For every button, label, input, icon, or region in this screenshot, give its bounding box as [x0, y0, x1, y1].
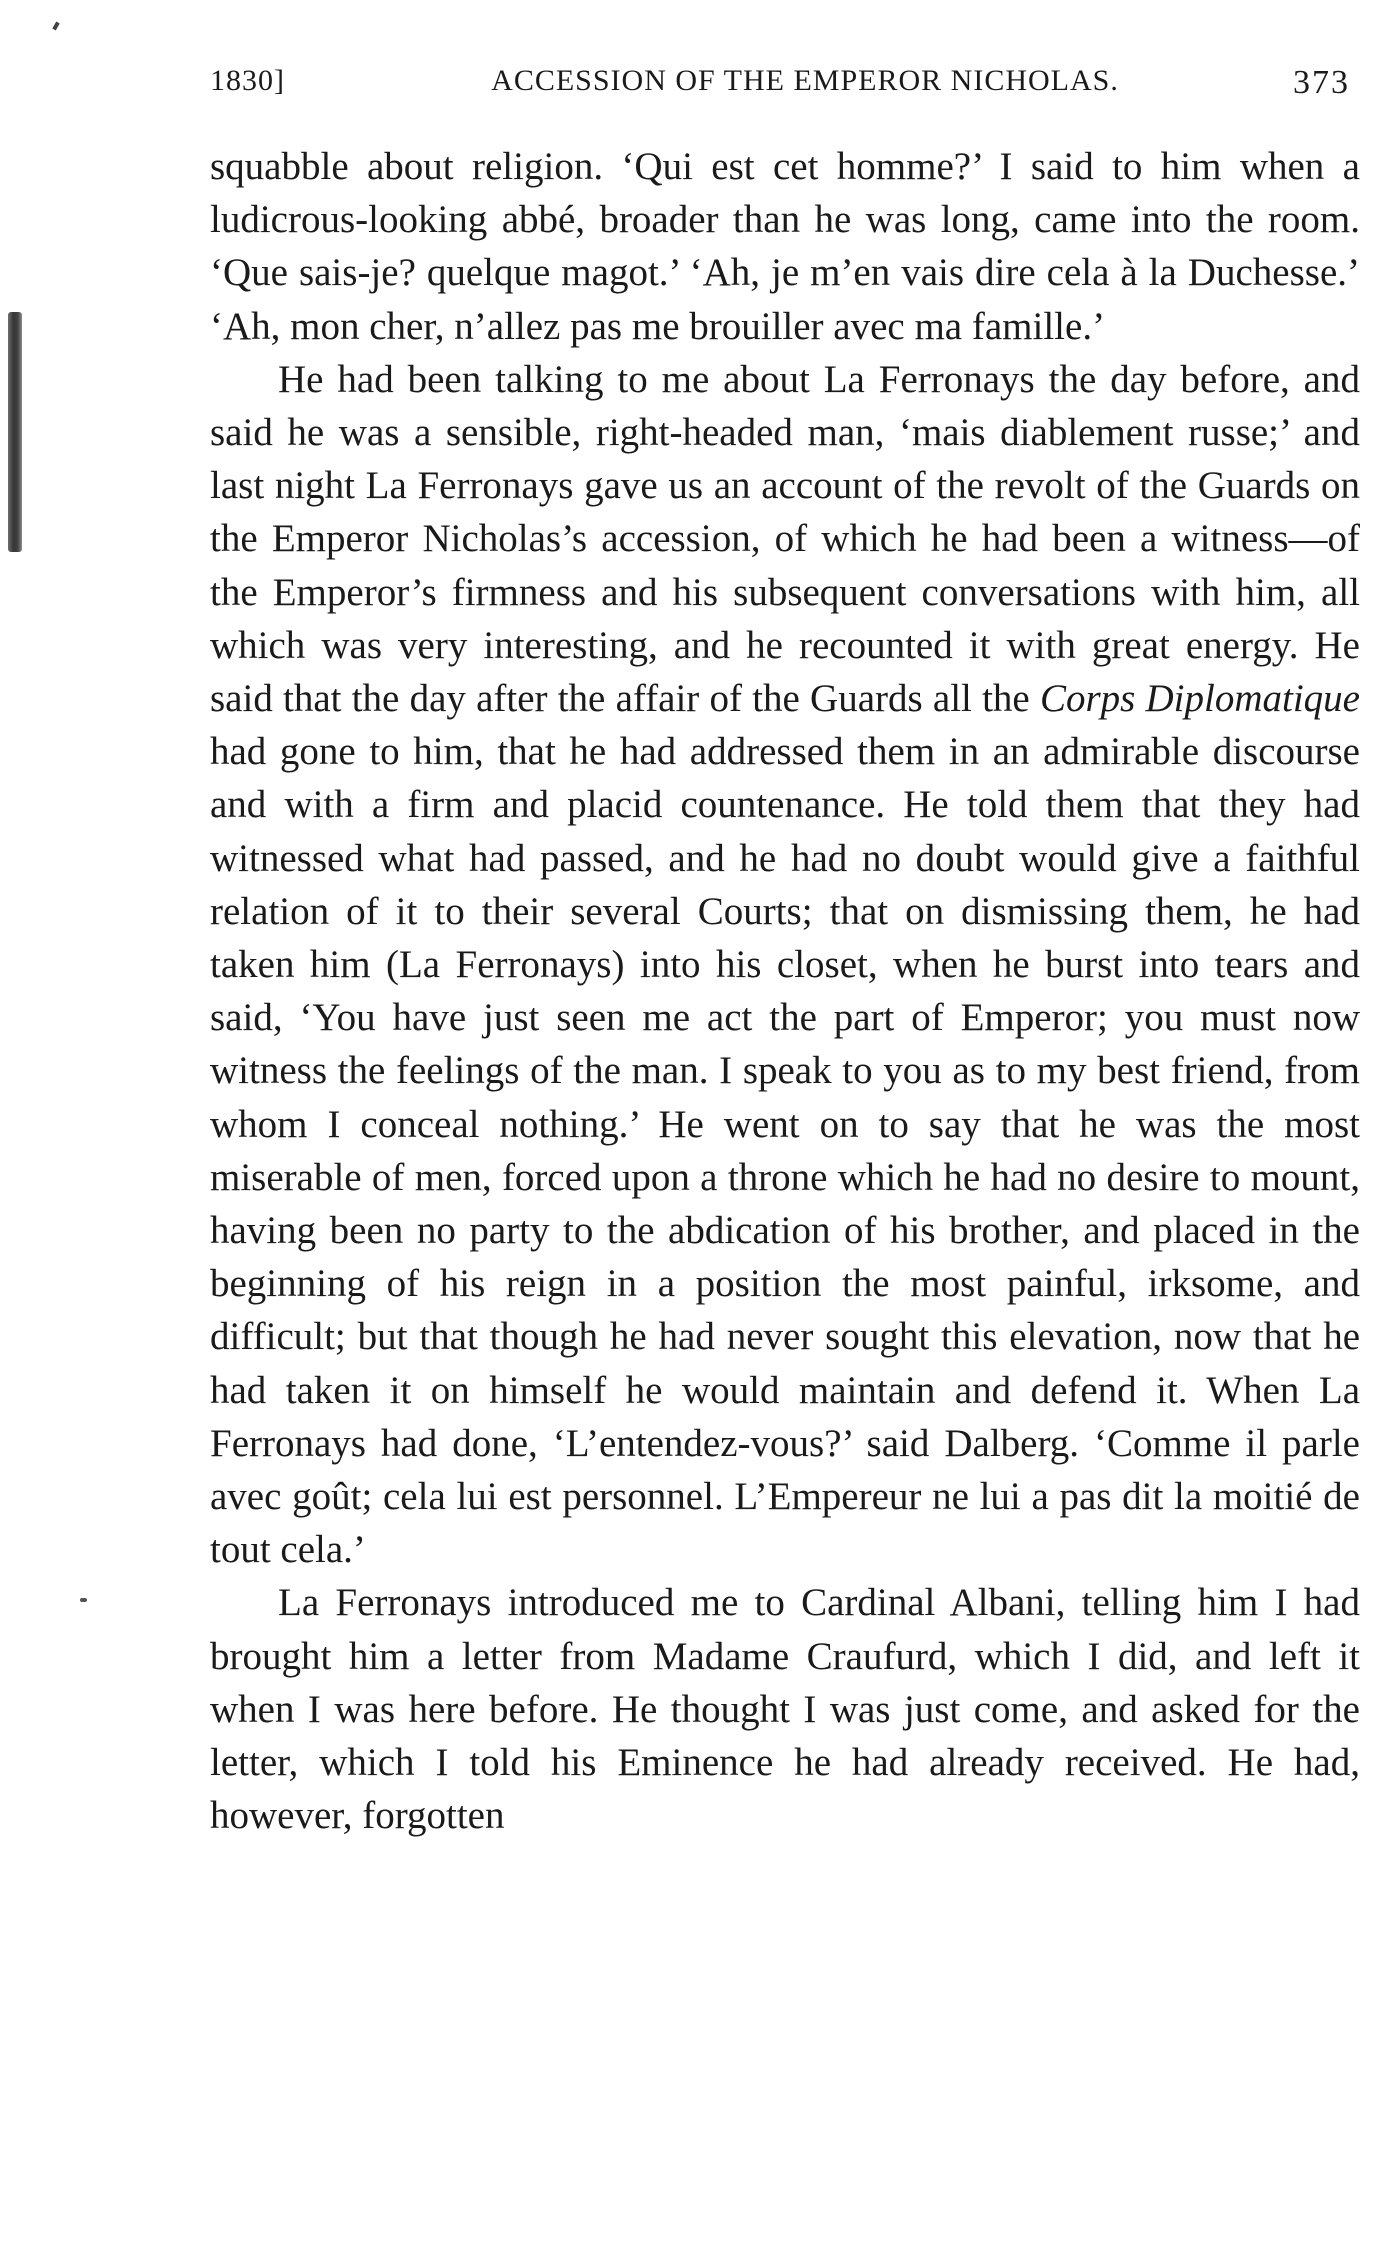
header-title: ACCESSION OF THE EMPEROR NICHOLAS. [491, 64, 1119, 97]
running-header [210, 64, 1360, 114]
body-text [210, 140, 1360, 1843]
binding-shadow-mark [8, 312, 22, 552]
paragraph-text: had gone to him, that he had addressed them in an admirable discourse and with a firm and placid countenance. He told them that they had witnessed what had passed, and he had no doubt would give a faithful relation of it to their several Courts; that on dismissing them, he had taken him (La Ferronays) into his closet, when he burst into tears and said, ‘You have just seen me act the part of Emperor; you must now witness the feelings of the man. I speak to you as to my best friend, from whom I conceal nothing.’ He went on to say that he was the most miserable of men, forced upon a throne which he had no desire to mount, having been no party to the abdication of his brother, and placed in the beginning of his reign in a position the most painful, irksome, and difficult; but that though he had never sought this elevation, now that he had taken it on himself he would maintain and defend it. When La Ferronays had done, ‘L’entendez-vous?’ said Dalberg. ‘Comme il parle avec goût; cela lui est personnel. L’Empereur ne lui a pas dit la moitié de tout cela.’ [210, 730, 1360, 1572]
page-number: 373 [1293, 64, 1350, 101]
paragraph: squabble about religion. ‘Qui est cet homme?’ I said to him when a ludicrous-looking abbé, broader than he was long, came into the room. ‘Que sais-je? quelque magot.’ ‘Ah, je m’en vais dire cela à la Duchesse.’ ‘Ah, mon cher, n’allez pas me brouiller avec ma famille.’ [210, 145, 1360, 348]
paragraph-text: He had been talking to me about La Ferronays the day before, and said he was a sensible, right-headed man, ‘mais diablement russe;’ and last night La Ferronays gave us an account of the revolt of the Guards on the Emperor Nicholas’s accession, of which he had been a witness—of the Emperor’s firmness and his subsequent conversations with him, all which was very interesting, and he recounted it with great energy. He said that the day after the affair of the Guards all the [210, 357, 1360, 721]
ink-speck [52, 22, 59, 31]
paragraph [210, 353, 1360, 1577]
paragraph: La Ferronays introduced me to Cardinal Albani, telling him I had brought him a letter from Madame Craufurd, which I did, and left it when I was here before. He thought I was just come, and asked for the letter, which I told his Eminence he had already received. He had, however, forgotten [210, 1581, 1360, 1838]
italic-phrase: Corps Diplomatique [1039, 677, 1360, 721]
header-year: 1830] [210, 64, 285, 97]
ink-speck [80, 1598, 87, 1602]
